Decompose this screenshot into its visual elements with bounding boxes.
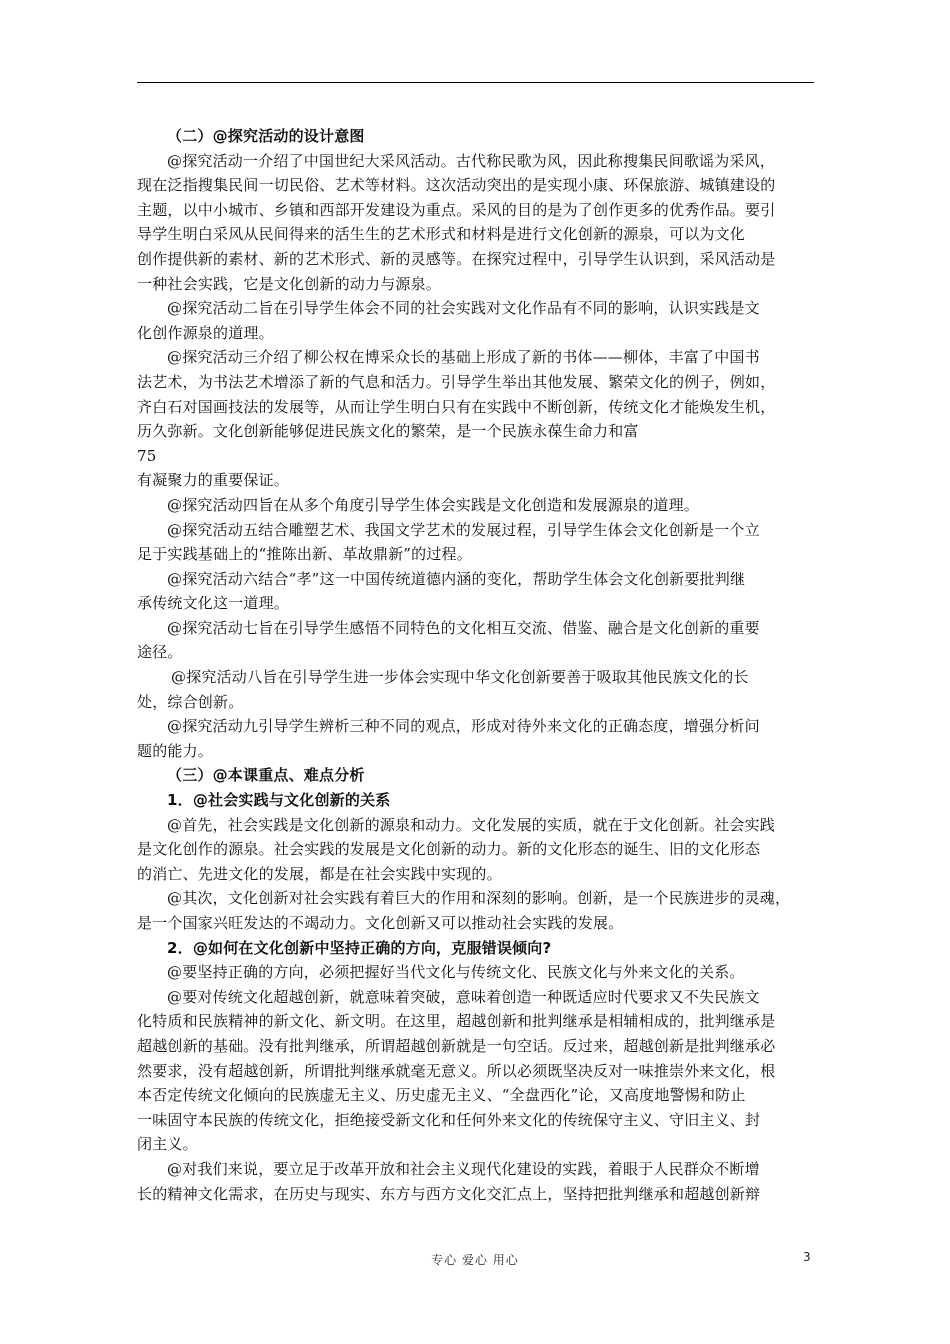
paragraph-line: 途径。 bbox=[137, 643, 183, 662]
paragraph-line: 然要求，没有超越创新，所谓批判继承就毫无意义。所以必须既坚决反对一味推崇外来文化，根 bbox=[137, 1061, 776, 1080]
paragraph-line: 导学生明白采风从民间得来的活生生的艺术形式和材料是进行文化创新的源泉，可以为文化 bbox=[137, 225, 746, 244]
paragraph-line: 闭主义。 bbox=[137, 1135, 198, 1154]
paragraph-line: @探究活动九引导学生辨析三种不同的观点，形成对待外来文化的正确态度，增强分析问 bbox=[167, 717, 760, 736]
paragraph-line: 一味固守本民族的传统文化，拒绝接受新文化和任何外来文化的传统保守主义、守旧主义、封 bbox=[137, 1110, 761, 1129]
paragraph-line: @探究活动二旨在引导学生体会不同的社会实践对文化作品有不同的影响，认识实践是文 bbox=[167, 299, 760, 318]
paragraph-line: @探究活动一介绍了中国世纪大采风活动。古代称民歌为风，因此称搜集民间歌谣为采风， bbox=[167, 151, 776, 170]
paragraph-line: 是文化创作的源泉。社会实践的发展是文化创新的动力。新的文化形态的诞生、旧的文化形态 bbox=[137, 840, 761, 859]
paragraph-line: 长的精神文化需求，在历史与现实、东方与西方文化交汇点上，坚持把批判继承和超越创新辩 bbox=[137, 1184, 761, 1203]
paragraph-line: @要坚持正确的方向，必须把握好当代文化与传统文化、民族文化与外来文化的关系。 bbox=[167, 963, 745, 982]
paragraph-line: 历久弥新。文化创新能够促进民族文化的繁荣，是一个民族永葆生命力和富 bbox=[137, 422, 639, 441]
paragraph-line: 承传统文化这一道理。 bbox=[137, 594, 290, 613]
paragraph-line: @探究活动八旨在引导学生进一步体会实现中华文化创新要善于吸取其他民族文化的长 bbox=[171, 668, 749, 687]
paragraph-line: @探究活动四旨在从多个角度引导学生体会实践是文化创造和发展源泉的道理。 bbox=[167, 495, 700, 514]
section-heading: （二）@探究活动的设计意图 bbox=[167, 127, 365, 145]
page-number: 3 bbox=[803, 1250, 811, 1264]
paragraph-line: 化创作源泉的道理。 bbox=[137, 323, 274, 342]
paragraph-line: 本否定传统文化倾向的民族虚无主义、历史虚无主义、“全盘西化”论，又高度地警惕和防止 bbox=[137, 1086, 746, 1105]
paragraph-line: 的消亡、先进文化的发展，都是在社会实践中实现的。 bbox=[137, 864, 502, 883]
paragraph-line: @对我们来说，要立足于改革开放和社会主义现代化建设的实践，着眼于人民群众不断增 bbox=[167, 1159, 760, 1178]
paragraph-line: 现在泛指搜集民间一切民俗、艺术等材料。这次活动突出的是实现小康、环保旅游、城镇建设的 bbox=[137, 176, 776, 195]
paragraph-line: 题的能力。 bbox=[137, 741, 214, 760]
paragraph-line: 化特质和民族精神的新文化、新文明。在这里，超越创新和批判继承是相辅相成的，批判继承是 bbox=[137, 1012, 776, 1031]
paragraph-line: 足于实践基础上的“推陈出新、革故鼎新”的过程。 bbox=[137, 545, 472, 564]
section-heading: 1．@社会实践与文化创新的关系 bbox=[167, 791, 391, 810]
paragraph-line: 法艺术，为书法艺术增添了新的气息和活力。引导学生举出其他发展、繁荣文化的例子，例如， bbox=[137, 372, 776, 391]
paragraph-line: @探究活动七旨在引导学生感悟不同特色的文化相互交流、借鉴、融合是文化创新的重要 bbox=[167, 618, 760, 637]
paragraph-line: 有凝聚力的重要保证。 bbox=[137, 471, 290, 490]
paragraph-line: @探究活动五结合雕塑艺术、我国文学艺术的发展过程，引导学生体会文化创新是一个立 bbox=[167, 520, 760, 539]
paragraph-line: 是一个国家兴旺发达的不竭动力。文化创新又可以推动社会实践的发展。 bbox=[137, 914, 624, 932]
paragraph-line: 处，综合创新。 bbox=[137, 692, 244, 711]
header-rule bbox=[137, 82, 814, 83]
paragraph-line: 一种社会实践，它是文化创新的动力与源泉。 bbox=[137, 274, 442, 293]
paragraph-line: @探究活动三介绍了柳公权在博采众长的基础上形成了新的书体——柳体，丰富了中国书 bbox=[167, 348, 760, 367]
paragraph-line: 齐白石对国画技法的发展等，从而让学生明白只有在实践中不断创新，传统文化才能焕发生机， bbox=[137, 397, 776, 416]
document-body bbox=[137, 124, 817, 1206]
paragraph-line: 超越创新的基础。没有批判继承，所谓超越创新就是一句空话。反过来，超越创新是批判继承必 bbox=[137, 1036, 776, 1055]
paragraph-line: @探究活动六结合“孝”这一中国传统道德内涵的变化，帮助学生体会文化创新要批判继 bbox=[167, 569, 746, 588]
paragraph-line: 创作提供新的素材、新的艺术形式、新的灵感等。在探究过程中，引导学生认识到，采风活动是 bbox=[137, 249, 776, 268]
section-heading: （三）@本课重点、难点分析 bbox=[167, 766, 365, 785]
paragraph-line: 主题，以中小城市、乡镇和西部开发建设为重点。采风的目的是为了创作更多的优秀作品。要引 bbox=[137, 200, 776, 219]
paragraph-line: @要对传统文化超越创新，就意味着突破，意味着创造一种既适应时代要求又不失民族文 bbox=[167, 987, 760, 1006]
section-heading: 2．@如何在文化创新中坚持正确的方向，克服错误倾向? bbox=[167, 938, 552, 957]
inline-page-marker: 75 bbox=[137, 446, 157, 465]
paragraph-line: @其次，文化创新对社会实践有着巨大的作用和深刻的影响。创新，是一个民族进步的灵魂， bbox=[167, 889, 791, 908]
paragraph-line: @首先，社会实践是文化创新的源泉和动力。文化发展的实质，就在于文化创新。社会实践 bbox=[167, 815, 776, 834]
footer-slogan: 专心 爱心 用心 bbox=[431, 1253, 519, 1267]
